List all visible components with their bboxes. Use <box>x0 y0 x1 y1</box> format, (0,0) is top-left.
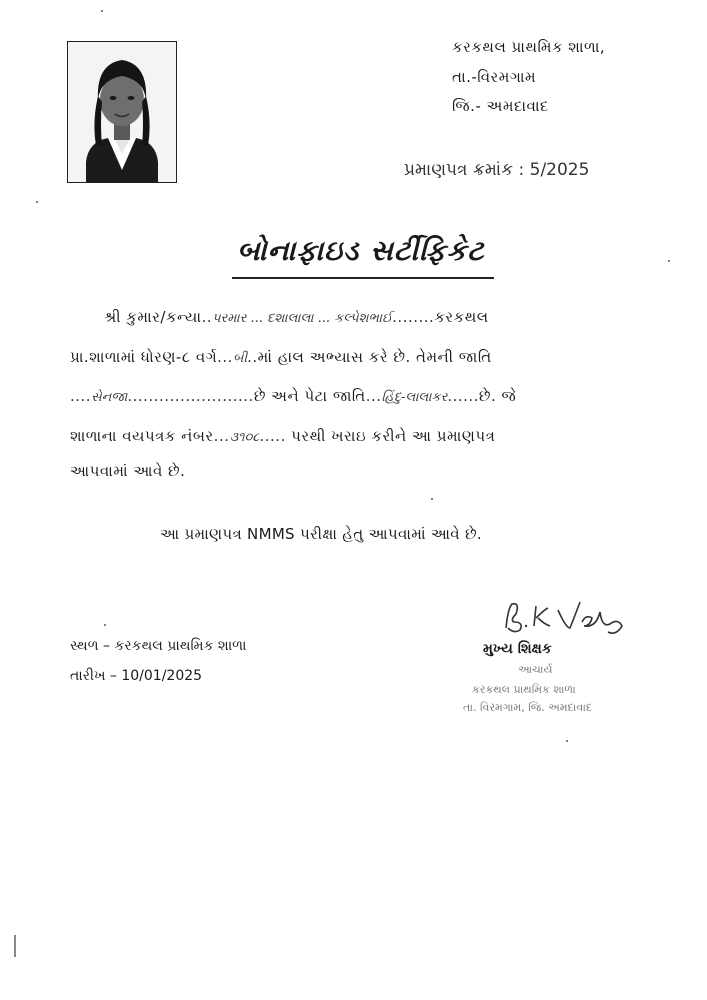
scan-speck <box>431 498 433 500</box>
label-which: છે. જે <box>478 387 517 405</box>
purpose-notice: આ પ્રમાણપત્ર NMMS પરીક્ષા હેતુ આપવામાં આવે છે. <box>160 525 482 543</box>
body-line-3: ....સેનજા........................છે અને પેટા જાતિ...હિંદુ-લાલાકર......છે. જે <box>70 387 517 405</box>
scan-speck <box>566 740 568 742</box>
school-taluka: તા.-વિરમગામ <box>452 68 537 86</box>
footer-place: સ્થળ – કરકથલ પ્રાથમિક શાળા <box>70 638 247 654</box>
body-line-4: શાળાના વયપત્રક નંબર...૩૧૦૮..... પરથી ખરાઇ કરીને આ પ્રમાણપત્ર <box>70 427 496 445</box>
label-kumar-kanya: શ્રી કુમાર/કન્યા <box>104 308 202 326</box>
label-village: કરકથલ <box>434 308 489 326</box>
student-portrait-image <box>68 42 176 182</box>
certificate-title: બોનાફાઇડ સર્ટીફિકેટ <box>237 234 485 267</box>
signature-scribble <box>500 592 630 642</box>
label-standard: પ્રા.શાળામાં ધોરણ-૮ વર્ગ <box>70 348 218 366</box>
school-name: કરકથલ પ્રાથમિક શાળા, <box>452 38 606 56</box>
label-subcaste: છે અને પેટા જાતિ <box>253 387 366 405</box>
footer-date: તારીખ – 10/01/2025 <box>70 668 203 684</box>
label-register: શાળાના વયપત્રક નંબર <box>70 427 214 445</box>
stamp-principal: આચાર્ય <box>518 663 553 676</box>
student-name: પરમાર ... દશાલાલા ... કલ્પેશભાઈ <box>212 311 393 326</box>
scan-edge-mark <box>14 935 16 957</box>
body-line-2: પ્રા.શાળામાં ધોરણ-૮ વર્ગ...બી..માં હાલ અભ્યાસ કરે છે. તેમની જાતિ <box>70 348 492 366</box>
scan-speck <box>101 10 103 12</box>
title-underline <box>232 277 494 279</box>
register-number: ૩૧૦૮ <box>229 430 260 445</box>
headmaster-title: મુખ્ય શિક્ષક <box>483 641 552 657</box>
body-line-1: શ્રી કુમાર/કન્યા..પરમાર ... દશાલાલા ... કલ્પેશભાઈ........કરકથલ <box>104 308 489 326</box>
certificate-number: પ્રમાણપત્ર ક્રમાંક : 5/2025 <box>404 160 590 180</box>
student-photo <box>67 41 177 183</box>
student-subcaste: હિંદુ-લાલાકર <box>381 390 448 405</box>
scan-speck <box>104 624 106 626</box>
label-studying: માં હાલ અભ્યાસ કરે છે. તેમની જાતિ <box>257 348 492 366</box>
stamp-school: કરકથલ પ્રાથમિક શાળા <box>472 683 576 696</box>
stamp-address: તા. વિરમગામ, જિ. અમદાવાદ <box>463 701 593 714</box>
student-caste: સેનજા <box>91 390 128 405</box>
scan-speck <box>668 260 670 262</box>
student-division: બી <box>232 351 248 366</box>
body-line-5: આપવામાં આવે છે. <box>70 462 186 480</box>
school-district: જિ.- અમદાવાદ <box>452 97 549 115</box>
label-verified: પરથી ખરાઇ કરીને આ પ્રમાણપત્ર <box>291 427 496 445</box>
scan-speck <box>36 201 38 203</box>
